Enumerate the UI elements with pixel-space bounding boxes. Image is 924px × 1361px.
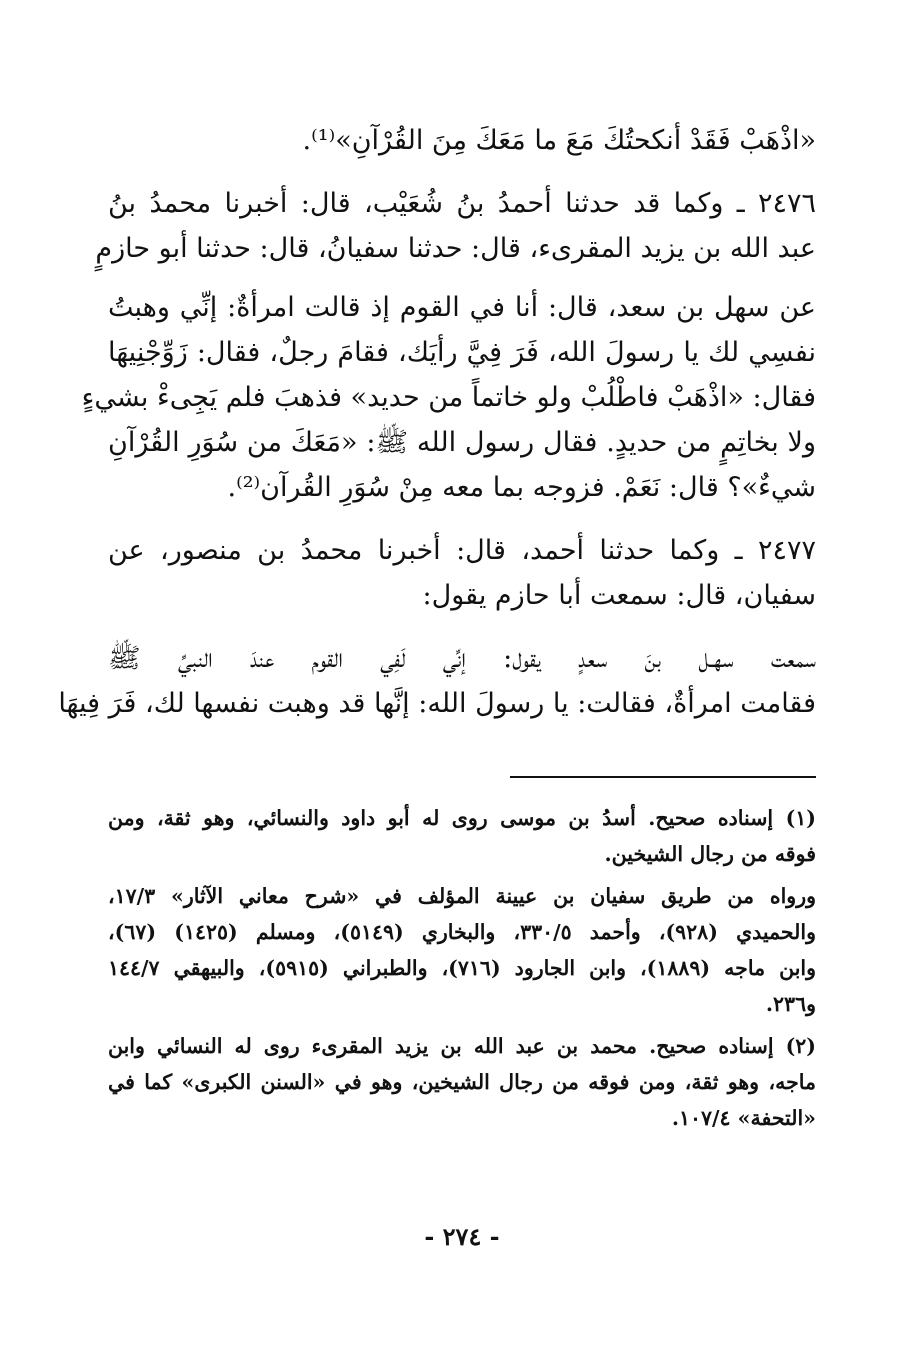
text-line: (٢) إسناده صحيح. محمد بن عبد الله بن يزيد المقرىء روى له النسائي وابن [108, 1034, 816, 1058]
text-line: شيءٌ»؟ قال: نَعَمْ. فزوجه بما معه مِنْ سُوَرِ القُرآن⁽²⁾. [227, 472, 816, 503]
page-number: - ٢٧٤ - [424, 1222, 500, 1251]
text-line: (١) إسناده صحيح. أسدُ بن موسى روى له أبو داود والنسائي، وهو ثقة، ومن [108, 806, 816, 830]
footnote-1-continued [108, 878, 816, 1022]
text-line: ماجه، وهو ثقة، ومن فوقه من رجال الشيخين، وهو في «السنن الكبرى» كما في [108, 1070, 816, 1094]
text-line: ٢٤٧٧ ـ وكما حدثنا أحمد، قال: أخبرنا محمدُ بن منصور، عن [108, 535, 816, 566]
hadith-2476-matn [81, 285, 816, 510]
text-line: ورواه من طريق سفيان بن عيينة المؤلف في «شرح معاني الآثار» ١٧/٣، [108, 884, 816, 908]
text-line: و٢٣٦. [765, 992, 816, 1016]
text-line: نفسِي لك يا رسولَ الله، فَرَ فِيَّ رأيَك، فقامَ رجلٌ، فقال: زَوِّجْنِيهَا [108, 337, 816, 368]
footnote-1 [108, 800, 816, 872]
hadith-2477-isnad [108, 528, 816, 618]
footnote-separator [510, 776, 816, 778]
text-line: سفيان، قال: سمعت أبا حازم يقول: [422, 580, 816, 611]
hadith-2476-isnad [95, 181, 816, 271]
text-line: فقامت امرأةٌ، فقالت: يا رسولَ الله: إنَّها قد وهبت نفسها لك، فَرَ فِيهَا [58, 688, 816, 719]
text-line: سمعت سهـل بنَ سعدٍ يقول: إنِّي لَفِي القوم عندَ النبيِّ ﷺ [108, 643, 816, 674]
text-line: فوقه من رجال الشيخين. [604, 842, 816, 866]
hadith-2477-matn [58, 636, 816, 726]
text-line: وابن ماجه (١٨٨٩)، وابن الجارود (٧١٦)، والطبراني (٥٩١٥)، والبيهقي ١٤٤/٧ [108, 956, 816, 980]
text-line: ولا بخاتِمٍ من حديدٍ. فقال رسول الله ﷺ: «مَعَكَ من سُوَرِ القُرْآنِ [108, 427, 816, 458]
main-text [58, 118, 816, 726]
text-line: «اذْهَبْ فَقَدْ أنكحتُكَ مَعَ ما مَعَكَ مِنَ القُرْآنِ»⁽¹⁾. [302, 125, 816, 156]
text-line: فقال: «اذْهَبْ فاطْلُبْ ولو خاتماً من حديد» فذهبَ فلم يَجِىءْ بشيءٍ [81, 382, 816, 413]
text-line: ٢٤٧٦ ـ وكما قد حدثنا أحمدُ بنُ شُعَيْب، قال: أخبرنا محمدُ بنُ [108, 188, 816, 219]
text-line: والحميدي (٩٢٨)، وأحمد ٣٣٠/٥، والبخاري (٥١٤٩)، ومسلم (١٤٢٥) (٦٧)، [108, 920, 816, 944]
paragraph-1 [108, 118, 816, 163]
text-line: عن سهل بن سعد، قال: أنا في القوم إذ قالت امرأةٌ: إنِّي وهبتُ [108, 292, 816, 323]
footnote-2 [108, 1028, 816, 1136]
text-line: عبد الله بن يزيد المقرىء، قال: حدثنا سفيانُ، قال: حدثنا أبو حازمٍ [95, 233, 816, 264]
footnotes [108, 800, 816, 1142]
text-line: «التحفة» ١٠٧/٤. [671, 1106, 816, 1130]
